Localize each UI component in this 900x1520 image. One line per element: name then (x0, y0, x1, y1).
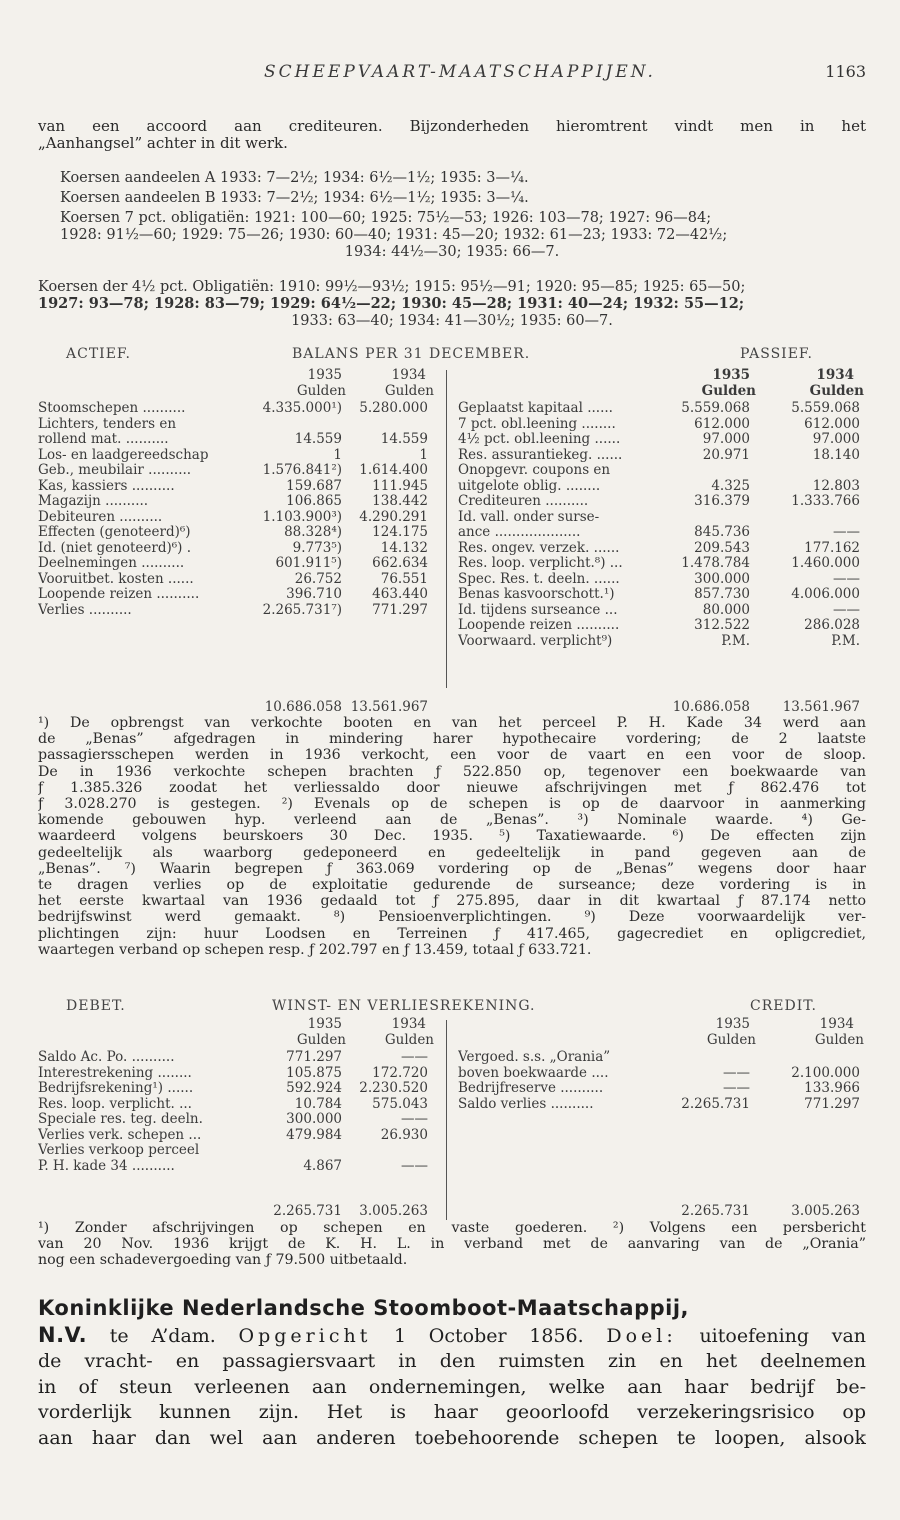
passief-row (458, 401, 866, 417)
actief-value-1934: 14.559 (380, 431, 428, 447)
passief-value-1934: 1.460.000 (791, 555, 860, 571)
balans-passief-totals (458, 700, 866, 716)
footnote-line: passagiersschepen werden in 1936 verkocht, een voor de vaart en een voor de sloop. (38, 747, 866, 764)
debet-value-1935: 479.984 (286, 1126, 342, 1143)
actief-value-1935: 1.576.841²) (262, 462, 342, 478)
footnote-line: nog een schadevergoeding van ƒ 79.500 uitbetaald. (38, 1252, 408, 1269)
actief-row (38, 479, 438, 495)
footnote-line: bedrijfswinst werd gemaakt. ⁸) Pensioenverplichtingen. ⁹) Deze voorwaardelijk ver- (38, 909, 866, 926)
footnote-line: het eerste kwartaal van 1936 gedaald tot ƒ 275.895, daar in dit kwartaal ƒ 87.174 netto (38, 893, 866, 910)
passief-label: Loopende reizen .......... (458, 618, 620, 633)
passief-value-1935: 209.543 (694, 539, 750, 556)
actief-label: rollend mat. .......... (38, 432, 169, 447)
passief-value-1934: 4.006.000 (791, 586, 860, 602)
actief-value-1934: 4.290.291 (359, 508, 428, 525)
company-name-line (38, 1296, 866, 1323)
credit-row (458, 1066, 866, 1082)
passief-row (458, 541, 866, 557)
debet-value-1934: 172.720 (372, 1064, 428, 1081)
passief-value-1935: 80.000 (702, 601, 750, 618)
credit-label: boven boekwaarde .... (458, 1065, 609, 1081)
passief-value-1934: 612.000 (804, 415, 860, 432)
footnote-line: ƒ 1.385.326 zoodat het verliessaldo door nieuwe afschrijvingen met ƒ 862.476 tot (38, 779, 866, 796)
credit-value-1934: 133.966 (804, 1080, 860, 1096)
company-line: in of steun verleenen aan ondernemingen, welke aan haar bedrijf be- (38, 1375, 866, 1398)
actief-value-1934: 662.634 (372, 555, 428, 571)
wv-debet-title: DEBET. (66, 998, 126, 1014)
company-line: de vracht- en passagiersvaart in den ruimsten zin en het deelnemen (38, 1350, 866, 1372)
page-number: 1163 (825, 62, 866, 81)
footnote-line: ¹) Zonder afschrijvingen op schepen en vaste goederen. ²) Volgens een persbericht (38, 1220, 866, 1236)
wv-credit-table (458, 1050, 866, 1112)
actief-value-1935: 1.103.900³) (262, 508, 342, 525)
passief-row (458, 432, 866, 448)
actief-row (38, 463, 438, 479)
actief-value-1934: 14.132 (380, 539, 428, 556)
passief-value-1935: 1.478.784 (681, 555, 750, 571)
actief-value-1935: 14.559 (294, 431, 342, 447)
debet-label: Bedrijfsrekening¹) ...... (38, 1081, 194, 1096)
passief-value-1934: P.M. (831, 632, 860, 649)
balans-passief-table (458, 401, 866, 649)
passief-value-1935: 4.325 (711, 477, 750, 494)
intro-line: „Aanhangsel” achter in dit werk. (38, 135, 288, 152)
debet-label: Verlies verk. schepen ... (38, 1127, 202, 1143)
actief-value-1935: 396.710 (286, 586, 342, 602)
passief-row (458, 417, 866, 433)
passief-label: Onopgevr. coupons en (458, 463, 611, 478)
koersen-obligaties (38, 279, 866, 330)
actief-label: Verlies .......... (38, 602, 132, 618)
wv-credit-title: CREDIT. (750, 998, 817, 1014)
actief-row (38, 494, 438, 510)
credit-value-1935: 2.265.731 (681, 1095, 750, 1112)
actief-label: Effecten (genoteerd)⁶) (38, 525, 191, 540)
debet-row (38, 1050, 438, 1066)
passief-row (458, 510, 866, 526)
debet-label: Speciale res. teg. deeln. (38, 1112, 203, 1127)
credit-value-1934: 771.297 (804, 1095, 860, 1112)
total-debet-1935: 2.265.731 (273, 1203, 342, 1219)
actief-label: Los- en laadgereedschap (38, 447, 209, 463)
passief-value-1935: 316.379 (694, 493, 750, 509)
wv-credit-colheads: 1935 1934 Gulden Gulden (706, 1016, 864, 1048)
koers-line-d3: 1933: 63—40; 1934: 41—30½; 1935: 60—7. (291, 313, 613, 329)
debet-row (38, 1128, 438, 1144)
total-actief-1934: 13.561.967 (350, 699, 428, 715)
total-debet-1934: 3.005.263 (359, 1203, 428, 1219)
credit-row (458, 1081, 866, 1097)
balans-actief-table (38, 401, 438, 618)
debet-row (38, 1159, 438, 1175)
actief-value-1935: 159.687 (286, 477, 342, 494)
footnote-line: van 20 Nov. 1936 krijgt de K. H. L. in verband met de aanvaring van de „Orania” (38, 1236, 866, 1253)
passief-label: Id. vall. onder surse- (458, 509, 600, 525)
passief-row (458, 634, 866, 650)
wv-title: WINST- EN VERLIESREKENING. (272, 998, 536, 1014)
actief-label: Id. (niet genoteerd)⁶) . (38, 540, 192, 556)
passief-value-1934: —— (833, 601, 860, 618)
footnote-line: ¹) De opbrengst van verkochte booten en van het perceel P. H. Kade 34 werd aan (38, 715, 866, 731)
balans-title: BALANS PER 31 DECEMBER. (292, 346, 531, 362)
passief-value-1934: 1.333.766 (791, 493, 860, 509)
actief-row (38, 556, 438, 572)
actief-label: Geb., meubilair .......... (38, 463, 192, 478)
debet-value-1934: 575.043 (372, 1095, 428, 1112)
passief-value-1935: 5.559.068 (681, 400, 750, 416)
debet-label: P. H. kade 34 .......... (38, 1158, 175, 1174)
actief-row (38, 432, 438, 448)
actief-row (38, 401, 438, 417)
actief-row (38, 541, 438, 557)
company-line: vorderlijk kunnen zijn. Het is haar geoorloofd verzekeringsrisico op (38, 1401, 866, 1423)
debet-value-1934: 26.930 (380, 1126, 428, 1143)
balans-divider (446, 370, 447, 688)
passief-label: Id. tijdens surseance ... (458, 602, 618, 618)
passief-value-1935: 612.000 (694, 415, 750, 432)
company-name: Koninklijke Nederlandsche Stoomboot-Maatschappij, (38, 1296, 690, 1320)
actief-value-1934: 463.440 (372, 586, 428, 602)
actief-value-1934: 5.280.000 (359, 400, 428, 416)
intro-line: van een accoord aan crediteuren. Bijzonderheden hieromtrent vindt men in het (38, 118, 866, 135)
passief-row (458, 494, 866, 510)
wv-footnotes (38, 1220, 866, 1269)
debet-value-1934: —— (401, 1049, 428, 1065)
actief-value-1934: 111.945 (372, 477, 428, 494)
total-credit-1934: 3.005.263 (791, 1203, 860, 1219)
footnote-line: gedeeltelijk als waarborg gedeponeerd en gedeeltelijk in pand gegeven aan de (38, 844, 866, 861)
passief-value-1934: —— (833, 570, 860, 587)
company-line-1: N.V. te A’dam. Opgericht 1 October 1856. Doel: uitoefening van (38, 1322, 866, 1347)
footnote-line: ƒ 3.028.270 is gestegen. ²) Evenals op de schepen is op de daarvoor in aanmerking (38, 796, 866, 813)
debet-label: Res. loop. verplicht. ... (38, 1096, 192, 1112)
debet-row (38, 1143, 438, 1159)
passief-label: Spec. Res. t. deeln. ...... (458, 571, 620, 587)
passief-label: 7 pct. obl.leening ........ (458, 416, 616, 432)
koers-line-c3: 1934: 44½—30; 1935: 66—7. (344, 244, 560, 260)
balans-passief-colheads: 1935 1934 Gulden Gulden (701, 367, 864, 399)
passief-value-1935: P.M. (721, 632, 750, 649)
koersen-block (38, 170, 866, 266)
credit-value-1935: —— (723, 1080, 750, 1096)
balans-passief-title: PASSIEF. (740, 346, 813, 362)
passief-row (458, 587, 866, 603)
total-passief-1935: 10.686.058 (672, 699, 750, 715)
passief-value-1934: 5.559.068 (791, 400, 860, 416)
debet-value-1934: —— (401, 1157, 428, 1174)
total-credit-1935: 2.265.731 (681, 1203, 750, 1219)
debet-value-1935: 10.784 (294, 1095, 342, 1112)
footnote-line: De in 1936 verkochte schepen brachten ƒ 522.850 op, tegenover een boekwaarde van (38, 763, 866, 780)
actief-value-1934: 771.297 (372, 601, 428, 618)
actief-row (38, 417, 438, 433)
footnote-line: waartegen verband op schepen resp. ƒ 202.797 en ƒ 13.459, totaal ƒ 633.721. (38, 941, 592, 958)
actief-row (38, 525, 438, 541)
actief-label: Lichters, tenders en (38, 416, 177, 432)
footnote-line: „Benas”. ⁷) Waarin begrepen ƒ 363.069 vordering op de „Benas” wegens door haar (38, 860, 866, 877)
actief-value-1934: 124.175 (372, 524, 428, 540)
passief-value-1934: —— (833, 524, 860, 540)
koers-line-a: Koersen aandeelen A 1933: 7—2½; 1934: 6½—1½; 1935: 3—¼. (60, 170, 529, 186)
passief-value-1935: 857.730 (694, 586, 750, 602)
actief-label: Deelnemingen .......... (38, 556, 185, 571)
running-title: SCHEEPVAART-MAATSCHAPPIJEN. (264, 62, 656, 82)
passief-value-1934: 97.000 (812, 431, 860, 447)
credit-value-1934: 2.100.000 (791, 1064, 860, 1081)
balans-actief-colheads: 1935 1934 Gulden Gulden (296, 367, 434, 399)
wv-divider (446, 1020, 447, 1220)
total-passief-1934: 13.561.967 (782, 699, 860, 715)
actief-label: Vooruitbet. kosten ...... (38, 571, 194, 587)
passief-value-1934: 177.162 (804, 539, 860, 556)
passief-label: Res. assurantiekeg. ...... (458, 447, 623, 463)
passief-label: Geplaatst kapitaal ...... (458, 401, 613, 416)
credit-value-1935: —— (723, 1064, 750, 1081)
actief-row (38, 587, 438, 603)
balans-actief-totals (38, 700, 438, 716)
koers-line-c1: Koersen 7 pct. obligatiën: 1921: 100—60; 1925: 75½—53; 1926: 103—78; 1927: 96—84; (60, 210, 712, 226)
footnote-line: plichtingen zijn: huur Loodsen en Terreinen ƒ 417.465, gagecrediet en opligcrediet, (38, 925, 866, 942)
passief-value-1935: 300.000 (694, 570, 750, 587)
footnote-line: waardeerd volgens beurskoers 30 Dec. 1935. ⁵) Taxatiewaarde. ⁶) De effecten zijn (38, 828, 866, 845)
total-actief-1935: 10.686.058 (264, 699, 342, 715)
passief-label: ance .................... (458, 525, 581, 540)
actief-row (38, 572, 438, 588)
actief-label: Loopende reizen .......... (38, 587, 200, 602)
passief-label: uitgelote oblig. ........ (458, 478, 601, 494)
passief-row (458, 479, 866, 495)
passief-row (458, 618, 866, 634)
actief-label: Stoomschepen .......... (38, 401, 186, 416)
passief-value-1935: 845.736 (694, 524, 750, 540)
actief-label: Debiteuren .......... (38, 509, 163, 525)
page-header (0, 62, 900, 86)
passief-row (458, 448, 866, 464)
credit-label: Vergoed. s.s. „Orania” (458, 1050, 611, 1065)
credit-label: Saldo verlies .......... (458, 1096, 594, 1112)
actief-label: Magazijn .......... (38, 494, 149, 509)
debet-label: Interestrekening ........ (38, 1065, 192, 1081)
actief-value-1935: 106.865 (286, 493, 342, 509)
actief-value-1934: 1 (419, 446, 428, 463)
koers-line-c2: 1928: 91½—60; 1929: 75—26; 1930: 60—40; 1931: 45—20; 1932: 61—23; 1933: 72—42½; (60, 227, 728, 243)
passief-value-1935: 312.522 (694, 617, 750, 633)
actief-value-1935: 26.752 (294, 570, 342, 587)
passief-value-1934: 18.140 (812, 446, 860, 463)
passief-label: Voorwaard. verplicht⁹) (458, 633, 613, 649)
passief-label: Res. loop. verplicht.⁸) ... (458, 556, 623, 571)
wv-debet-table (38, 1050, 438, 1174)
footnote-line: komende gebouwen hyp. verleend aan de „Benas”. ³) Nominale waarde. ⁴) Ge- (38, 812, 866, 829)
koers-line-d1: Koersen der 4½ pct. Obligatiën: 1910: 99½—93½; 1915: 95½—91; 1920: 95—85; 1925: 65—50; (38, 279, 746, 295)
actief-row (38, 448, 438, 464)
passief-value-1935: 20.971 (702, 446, 750, 463)
footnote-line: de „Benas” afgedragen in mindering harer hypothecaire vordering; de 2 laatste (38, 731, 866, 748)
debet-row (38, 1097, 438, 1113)
passief-label: Benas kasvoorschott.¹) (458, 587, 615, 602)
credit-label: Bedrijfreserve .......... (458, 1081, 604, 1096)
debet-value-1934: 2.230.520 (359, 1080, 428, 1096)
debet-label: Saldo Ac. Po. .......... (38, 1050, 175, 1065)
debet-row (38, 1066, 438, 1082)
footnote-line: te dragen verlies op de exploitatie gedurende de surseance; deze vordering is in (38, 877, 866, 894)
debet-value-1935: 300.000 (286, 1111, 342, 1127)
wv-debet-totals (38, 1204, 438, 1220)
intro-text (38, 118, 866, 152)
debet-value-1935: 592.924 (286, 1080, 342, 1096)
actief-value-1934: 76.551 (380, 570, 428, 587)
balans-footnotes (38, 715, 866, 958)
debet-row (38, 1112, 438, 1128)
passief-row (458, 525, 866, 541)
actief-value-1935: 4.335.000¹) (262, 400, 342, 416)
passief-value-1935: 97.000 (702, 431, 750, 447)
actief-value-1934: 1.614.400 (359, 462, 428, 478)
passief-value-1934: 286.028 (804, 617, 860, 633)
actief-value-1935: 88.328⁴) (284, 524, 342, 540)
passief-label: 4½ pct. obl.leening ...... (458, 432, 621, 447)
koers-line-b: Koersen aandeelen B 1933: 7—2½; 1934: 6½—1½; 1935: 3—¼. (60, 190, 529, 206)
koers-line-d2: 1927: 93—78; 1928: 83—79; 1929: 64½—22; 1930: 45—28; 1931: 40—24; 1932: 55—12; (38, 295, 745, 312)
passief-label: Res. ongev. verzek. ...... (458, 540, 620, 556)
actief-value-1935: 2.265.731⁷) (262, 601, 342, 618)
actief-value-1934: 138.442 (372, 493, 428, 509)
actief-label: Kas, kassiers .......... (38, 478, 175, 494)
credit-row (458, 1097, 866, 1113)
company-entry (38, 1296, 866, 1451)
passief-value-1934: 12.803 (812, 477, 860, 494)
actief-value-1935: 9.773⁵) (292, 539, 342, 556)
debet-value-1935: 105.875 (286, 1064, 342, 1081)
actief-value-1935: 601.911⁵) (275, 555, 342, 571)
debet-value-1934: —— (401, 1111, 428, 1127)
credit-row (458, 1050, 866, 1066)
passief-row (458, 463, 866, 479)
debet-row (38, 1081, 438, 1097)
debet-value-1935: 771.297 (286, 1049, 342, 1065)
wv-credit-totals (458, 1204, 866, 1220)
actief-value-1935: 1 (333, 446, 342, 463)
debet-value-1935: 4.867 (303, 1157, 342, 1174)
actief-row (38, 603, 438, 619)
actief-row (38, 510, 438, 526)
company-line: aan haar dan wel aan anderen toebehoorende schepen te loopen, alsook (38, 1426, 866, 1449)
wv-debet-colheads: 1935 1934 Gulden Gulden (296, 1016, 434, 1048)
passief-row (458, 603, 866, 619)
balans-actief-title: ACTIEF. (66, 346, 131, 362)
passief-row (458, 572, 866, 588)
passief-label: Crediteuren .......... (458, 494, 589, 509)
passief-row (458, 556, 866, 572)
debet-label: Verlies verkoop perceel (38, 1143, 200, 1158)
